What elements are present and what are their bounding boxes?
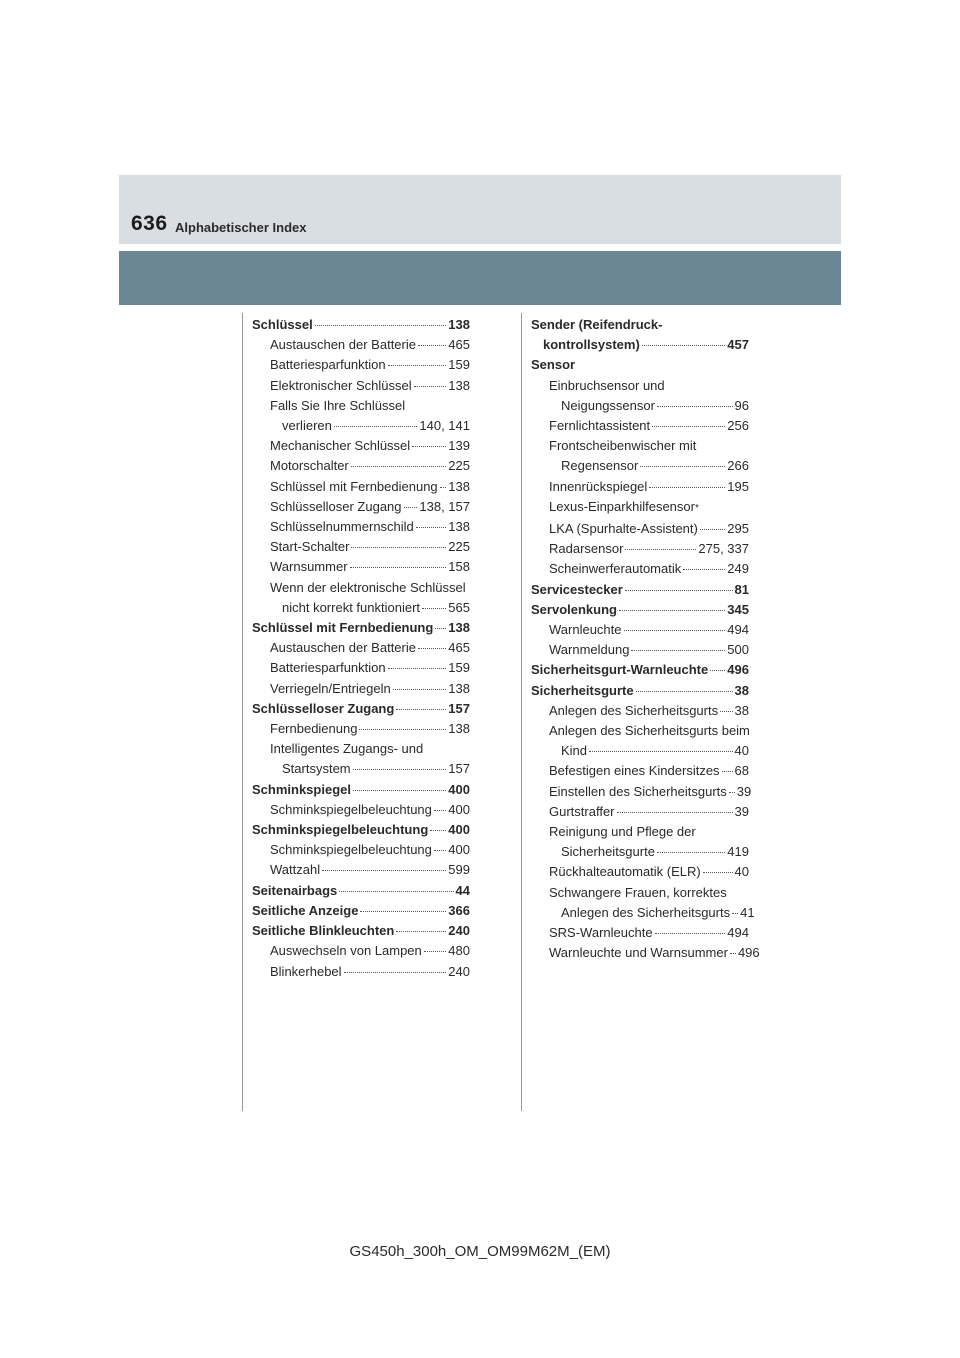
index-entry-text: Anlegen des Sicherheitsgurts beim	[549, 723, 750, 739]
index-entry-text: Blinkerhebel	[270, 963, 342, 979]
index-entry-text: Scheinwerferautomatik	[549, 561, 682, 577]
dot-leader	[434, 850, 446, 851]
index-entry-text: kontrollsystem)	[543, 337, 640, 353]
index-entry	[531, 539, 749, 559]
index-entry-text: Schlüssel mit Fernbedienung	[252, 620, 434, 636]
index-page-ref[interactable]: 465	[448, 337, 470, 353]
dot-leader	[388, 365, 447, 366]
index-entry-text: Sicherheitsgurte	[561, 844, 655, 860]
index-entry-text: Seitliche Blinkleuchten	[252, 923, 395, 939]
index-entry-text: Schminkspiegel	[252, 781, 351, 797]
index-entry-text: Verriegeln/Entriegeln	[270, 680, 391, 696]
index-entry-text: Sender (Reifendruck-	[531, 317, 663, 332]
dot-leader	[625, 549, 696, 550]
index-entry	[531, 903, 755, 923]
index-page-ref[interactable]: 138	[448, 377, 470, 393]
index-entry	[252, 901, 470, 921]
index-page-ref[interactable]: 256	[727, 418, 749, 434]
index-entry-text: Servolenkung	[531, 601, 617, 617]
index-entry-text: Fernbedienung	[270, 721, 358, 737]
index-entry-text: Sensor	[531, 357, 576, 373]
index-entry-text: Schlüssel mit Fernbedienung	[270, 478, 438, 494]
index-page-ref[interactable]: 225	[448, 458, 470, 474]
dot-leader	[657, 852, 725, 853]
index-entry	[252, 396, 470, 416]
index-entry-text: Schminkspiegelbeleuchtung	[270, 801, 432, 817]
index-entry-text: Radarsensor	[549, 541, 624, 557]
index-page-ref[interactable]: 480	[448, 943, 470, 959]
dot-leader	[351, 547, 446, 548]
index-page-ref[interactable]: 494	[727, 622, 749, 638]
index-page-ref[interactable]: 366	[448, 902, 470, 918]
index-entry-text: Sicherheitsgurte	[531, 682, 634, 698]
index-entry	[252, 699, 470, 719]
index-entry-text: Innenrückspiegel	[549, 478, 648, 494]
footnote-marker: *	[694, 502, 699, 514]
index-entry-text: Frontscheibenwischer mit	[549, 438, 697, 454]
dot-leader	[624, 630, 726, 631]
index-column-right	[531, 315, 760, 964]
index-entry-text: Falls Sie Ihre Schlüssel	[270, 397, 406, 413]
index-entry-text: Fernlichtassistent	[549, 418, 651, 434]
dot-leader	[351, 466, 447, 467]
index-page-ref[interactable]: 39	[736, 783, 752, 799]
index-entry-text: Schlüssel	[252, 317, 313, 332]
index-entry-text: Servicestecker	[531, 581, 623, 597]
index-entry	[252, 719, 470, 739]
dot-leader	[422, 608, 446, 609]
index-page-ref[interactable]: 400	[448, 842, 470, 858]
index-page-ref[interactable]: 295	[727, 521, 749, 537]
index-entry-text: Schlüsselloser Zugang	[270, 498, 402, 514]
dot-leader	[640, 466, 725, 467]
index-page-ref[interactable]: 158	[448, 559, 470, 575]
index-page-ref[interactable]: 157	[448, 700, 470, 716]
index-entry	[531, 782, 752, 802]
index-entry	[531, 580, 749, 600]
dot-leader	[350, 567, 447, 568]
dot-leader	[416, 527, 447, 528]
dot-leader	[732, 913, 738, 914]
index-entry	[531, 842, 749, 862]
index-page-ref[interactable]: 40	[734, 864, 749, 880]
index-page-ref[interactable]: 157	[448, 761, 470, 777]
index-page-ref[interactable]: 465	[448, 640, 470, 656]
index-page-ref[interactable]: 138	[448, 721, 470, 737]
index-entry	[531, 883, 749, 903]
index-entry-text: Auswechseln von Lampen	[270, 943, 422, 959]
header-color-band	[119, 251, 841, 305]
index-entry-text: Wenn der elektronische Schlüssel	[270, 579, 466, 595]
index-entry-text: Start-Schalter	[270, 539, 350, 555]
index-entry	[252, 780, 470, 800]
index-page-ref[interactable]: 68	[734, 763, 749, 779]
index-page-ref[interactable]: 138	[448, 680, 470, 696]
column-rule-right	[521, 313, 522, 1111]
index-page-ref[interactable]: 266	[727, 458, 749, 474]
index-entry	[531, 497, 749, 519]
index-entry	[531, 376, 749, 396]
index-entry	[252, 921, 470, 941]
index-entry	[252, 800, 470, 820]
index-entry	[531, 721, 749, 741]
index-entry	[252, 658, 470, 678]
index-entry	[531, 335, 749, 355]
dot-leader	[730, 953, 736, 954]
index-entry-text: Seitenairbags	[252, 882, 338, 898]
index-entry	[531, 519, 749, 539]
index-entry	[531, 396, 749, 416]
index-entry-text: Rückhalteautomatik (ELR)	[549, 864, 701, 880]
index-page-ref[interactable]: 40	[734, 743, 749, 759]
index-page-ref[interactable]: 457	[727, 337, 749, 353]
dot-leader	[424, 951, 447, 952]
index-entry-text: Anlegen des Sicherheitsgurts	[561, 904, 731, 920]
dot-leader	[396, 931, 446, 932]
dot-leader	[720, 711, 732, 712]
dot-leader	[322, 870, 446, 871]
dot-leader	[344, 972, 447, 973]
index-entry	[531, 802, 749, 822]
index-entry	[531, 416, 749, 436]
index-page-ref[interactable]: 400	[448, 822, 470, 838]
index-entry	[252, 739, 470, 759]
index-page-ref[interactable]: 599	[448, 862, 470, 878]
index-entry	[252, 638, 470, 658]
index-page-ref[interactable]: 419	[727, 844, 749, 860]
dot-leader	[412, 446, 446, 447]
index-entry	[252, 456, 470, 476]
dot-leader	[414, 386, 447, 387]
index-page-ref[interactable]: 39	[734, 803, 749, 819]
index-column-left	[252, 315, 470, 982]
dot-leader	[657, 406, 733, 407]
index-entry-text: Austauschen der Batterie	[270, 337, 416, 353]
index-page-ref[interactable]: 275, 337	[698, 541, 749, 557]
index-page-ref[interactable]: 496	[727, 662, 749, 678]
dot-leader	[440, 487, 447, 488]
index-entry	[252, 578, 470, 598]
dot-leader	[683, 569, 725, 570]
index-page-ref[interactable]: 44	[455, 882, 470, 898]
index-entry	[531, 701, 749, 721]
dot-leader	[418, 345, 446, 346]
dot-leader	[636, 691, 733, 692]
index-entry	[531, 640, 749, 660]
index-page-ref[interactable]: 345	[727, 601, 749, 617]
index-entry	[252, 416, 470, 436]
index-entry	[531, 559, 749, 579]
index-entry-text: Schwangere Frauen, korrektes	[549, 884, 727, 900]
index-page-ref[interactable]: 500	[727, 642, 749, 658]
index-page-ref[interactable]: 38	[734, 702, 749, 718]
index-page-ref[interactable]: 496	[737, 945, 760, 961]
index-page-ref[interactable]: 138	[448, 620, 470, 636]
index-page-ref[interactable]: 41	[740, 904, 755, 920]
index-entry-text: Schlüsselnummernschild	[270, 519, 414, 535]
index-entry	[252, 355, 470, 375]
index-entry-text: nicht korrekt funktioniert	[282, 599, 421, 615]
index-entry	[252, 315, 470, 335]
index-entry	[252, 759, 470, 779]
dot-leader	[434, 810, 446, 811]
index-entry	[531, 600, 749, 620]
dot-leader	[722, 771, 733, 772]
index-entry-text: Schminkspiegelbeleuchtung	[270, 842, 432, 858]
dot-leader	[393, 689, 447, 690]
dot-leader	[655, 933, 726, 934]
dot-leader	[353, 790, 446, 791]
index-entry	[252, 618, 470, 638]
index-entry	[531, 681, 749, 701]
index-entry	[531, 943, 760, 963]
dot-leader	[649, 487, 725, 488]
index-entry-text: LKA (Spurhalte-Assistent)	[549, 521, 698, 537]
index-entry-text: Warnsummer	[270, 559, 348, 575]
dot-leader	[418, 648, 446, 649]
dot-leader	[631, 650, 725, 651]
index-entry	[531, 660, 749, 680]
index-page-ref[interactable]: 81	[734, 581, 749, 597]
index-entry	[531, 923, 749, 943]
index-entry	[531, 822, 749, 842]
dot-leader	[589, 751, 733, 752]
index-entry	[252, 679, 470, 699]
column-rule-left	[242, 313, 243, 1111]
index-entry-text: Austauschen der Batterie	[270, 640, 416, 656]
index-page-ref[interactable]: 38	[734, 682, 749, 698]
index-entry-text: Einstellen des Sicherheitsgurts	[549, 783, 727, 799]
index-entry-text: Startsystem	[282, 761, 351, 777]
index-entry-text: Warnleuchte	[549, 622, 622, 638]
index-entry-text: Reinigung und Pflege der	[549, 824, 696, 840]
index-entry-text: Einbruchsensor und	[549, 377, 665, 393]
index-page-ref[interactable]: 240	[448, 923, 470, 939]
index-page-ref[interactable]: 240	[448, 963, 470, 979]
index-entry	[531, 436, 749, 456]
index-entry	[531, 477, 749, 497]
index-page-ref[interactable]: 138, 157	[419, 498, 470, 514]
dot-leader	[619, 610, 725, 611]
index-page-ref[interactable]: 138	[448, 519, 470, 535]
index-entry	[252, 376, 470, 396]
index-entry-text: Schlüsselloser Zugang	[252, 700, 395, 716]
index-page-ref[interactable]: 225	[448, 539, 470, 555]
index-page-ref[interactable]: 138	[448, 317, 470, 332]
index-entry	[531, 456, 749, 476]
dot-leader	[315, 325, 447, 326]
dot-leader	[729, 792, 735, 793]
index-page-ref[interactable]: 195	[727, 478, 749, 494]
dot-leader	[710, 670, 725, 671]
index-entry-text: Batteriesparfunktion	[270, 660, 386, 676]
section-title: Alphabetischer Index	[175, 220, 307, 235]
index-entry	[252, 962, 470, 982]
index-entry-text: verlieren	[282, 418, 332, 434]
dot-leader	[404, 507, 418, 508]
index-entry	[252, 335, 470, 355]
document-footer: GS450h_300h_OM_OM99M62M_(EM)	[349, 1243, 611, 1260]
index-page-ref[interactable]: 140, 141	[419, 418, 470, 434]
index-page-ref[interactable]: 400	[448, 801, 470, 817]
dot-leader	[430, 830, 446, 831]
index-page-ref[interactable]: 159	[448, 357, 470, 373]
index-entry	[252, 881, 470, 901]
index-entry	[252, 941, 470, 961]
index-entry-text: Gurtstraffer	[549, 803, 615, 819]
dot-leader	[703, 872, 733, 873]
index-entry	[531, 741, 749, 761]
dot-leader	[396, 709, 446, 710]
dot-leader	[334, 426, 418, 427]
index-entry	[252, 477, 470, 497]
index-entry-text: Mechanischer Schlüssel	[270, 438, 411, 454]
index-entry-text: Elektronischer Schlüssel	[270, 377, 412, 393]
dot-leader	[625, 590, 733, 591]
dot-leader	[353, 769, 447, 770]
index-entry	[252, 537, 470, 557]
dot-leader	[617, 812, 733, 813]
index-entry-text: Befestigen eines Kindersitzes	[549, 763, 720, 779]
index-entry	[252, 517, 470, 537]
index-entry	[252, 840, 470, 860]
index-page-ref[interactable]: 249	[727, 561, 749, 577]
index-entry-text: Intelligentes Zugangs- und	[270, 741, 424, 757]
index-entry	[252, 557, 470, 577]
index-entry-text: Motorschalter	[270, 458, 349, 474]
page-number: 636	[131, 212, 168, 235]
index-entry-text: Warnmeldung	[549, 642, 630, 658]
index-entry	[252, 860, 470, 880]
dot-leader	[642, 345, 725, 346]
dot-leader	[435, 628, 446, 629]
index-entry-text: Sicherheitsgurt-Warnleuchte	[531, 662, 709, 678]
index-entry-text: Wattzahl	[270, 862, 321, 878]
index-entry	[252, 497, 470, 517]
index-page-ref[interactable]: 138	[448, 478, 470, 494]
index-page-ref[interactable]: 494	[727, 925, 749, 941]
index-entry-text: Regensensor	[561, 458, 639, 474]
index-entry-text: Seitliche Anzeige	[252, 902, 359, 918]
dot-leader	[700, 529, 725, 530]
index-entry	[531, 862, 749, 882]
index-entry-text: Anlegen des Sicherheitsgurts	[549, 702, 719, 718]
dot-leader	[339, 891, 453, 892]
index-entry-text: Kind	[561, 743, 588, 759]
dot-leader	[360, 911, 446, 912]
index-entry-text: Neigungssensor	[561, 397, 655, 413]
index-page-ref[interactable]: 400	[448, 781, 470, 797]
index-entry	[531, 315, 749, 335]
index-page-ref[interactable]: 139	[448, 438, 470, 454]
dot-leader	[388, 668, 447, 669]
index-entry	[531, 761, 749, 781]
index-entry	[531, 355, 749, 375]
index-entry-text: Lexus-Einparkhilfesensor	[549, 498, 695, 514]
index-entry	[252, 598, 470, 618]
index-page-ref[interactable]: 96	[734, 397, 749, 413]
index-entry-text: Schminkspiegelbeleuchtung	[252, 822, 429, 838]
index-entry-text: Batteriesparfunktion	[270, 357, 386, 373]
index-entry	[531, 620, 749, 640]
index-page-ref[interactable]: 565	[448, 599, 470, 615]
index-entry	[252, 436, 470, 456]
index-entry-text: SRS-Warnleuchte	[549, 925, 653, 941]
index-entry	[252, 820, 470, 840]
index-entry-text: Warnleuchte und Warnsummer	[549, 945, 728, 961]
dot-leader	[652, 426, 725, 427]
dot-leader	[359, 729, 446, 730]
index-page-ref[interactable]: 159	[448, 660, 470, 676]
